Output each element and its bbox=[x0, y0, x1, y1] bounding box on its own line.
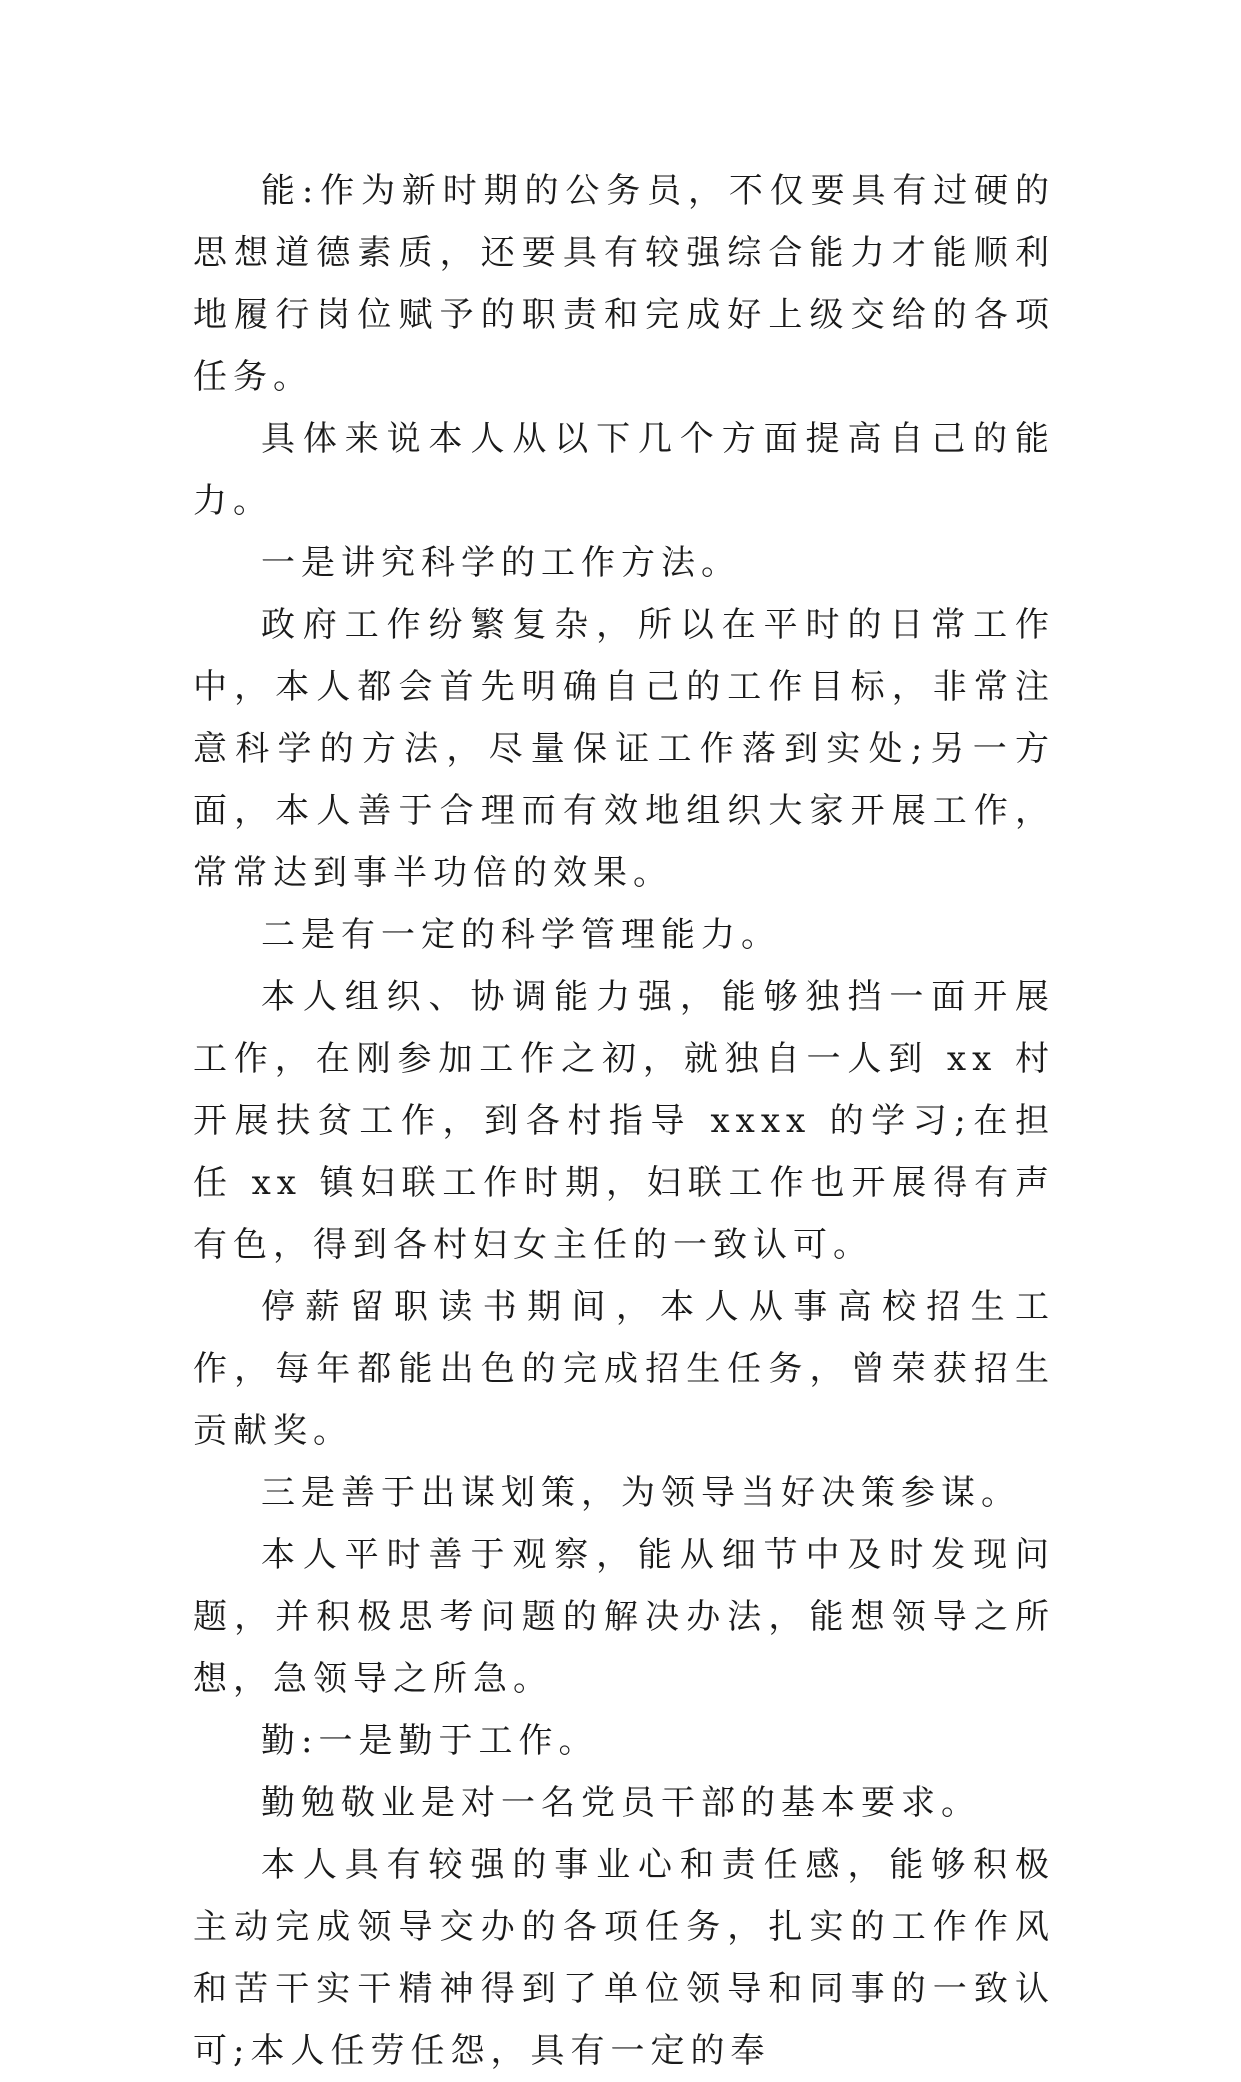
body-text bbox=[193, 160, 1055, 2082]
paragraph-study-period: 停薪留职读书期间，本人从事高校招生工作，每年都能出色的完成招生任务，曾荣获招生贡献奖。 bbox=[193, 1287, 1055, 1451]
paragraph-diligence-body: 本人具有较强的事业心和责任感，能够积极主动完成领导交办的各项任务，扎实的工作作风和苦干实干精神得到了单位领导和同事的一致认可;本人任劳任怨，具有一定的奉 bbox=[193, 1845, 1055, 2071]
paragraph-point-three-heading: 三是善于出谋划策，为领导当好决策参谋。 bbox=[261, 1473, 1021, 1513]
paragraph-point-three-body: 本人平时善于观察，能从细节中及时发现问题，并积极思考问题的解决办法，能想领导之所想，急领导之所急。 bbox=[193, 1535, 1055, 1699]
paragraph-diligence-heading: 勤:一是勤于工作。 bbox=[261, 1721, 599, 1761]
paragraph-ability-summary: 具体来说本人从以下几个方面提高自己的能力。 bbox=[193, 419, 1055, 521]
paragraph-point-two-body: 本人组织、协调能力强，能够独挡一面开展工作，在刚参加工作之初，就独自一人到 xx 村开展扶贫工作，到各村指导 xxxx 的学习;在担任 xx 镇妇联工作时期，妇联工作也开展得有声有色，得到各村妇女主任的一致认可。 bbox=[193, 977, 1055, 1265]
paragraph-diligence-requirement: 勤勉敬业是对一名党员干部的基本要求。 bbox=[261, 1783, 981, 1823]
paragraph-point-one-body: 政府工作纷繁复杂，所以在平时的日常工作中，本人都会首先明确自己的工作目标，非常注意科学的方法，尽量保证工作落到实处;另一方面，本人善于合理而有效地组织大家开展工作，常常达到事半功倍的效果。 bbox=[193, 605, 1055, 893]
paragraph-ability-intro: 能:作为新时期的公务员，不仅要具有过硬的思想道德素质，还要具有较强综合能力才能顺利地履行岗位赋予的职责和完成好上级交给的各项任务。 bbox=[193, 171, 1055, 397]
paragraph-point-two-heading: 二是有一定的科学管理能力。 bbox=[261, 915, 781, 955]
paragraph-point-one-heading: 一是讲究科学的工作方法。 bbox=[261, 543, 741, 583]
